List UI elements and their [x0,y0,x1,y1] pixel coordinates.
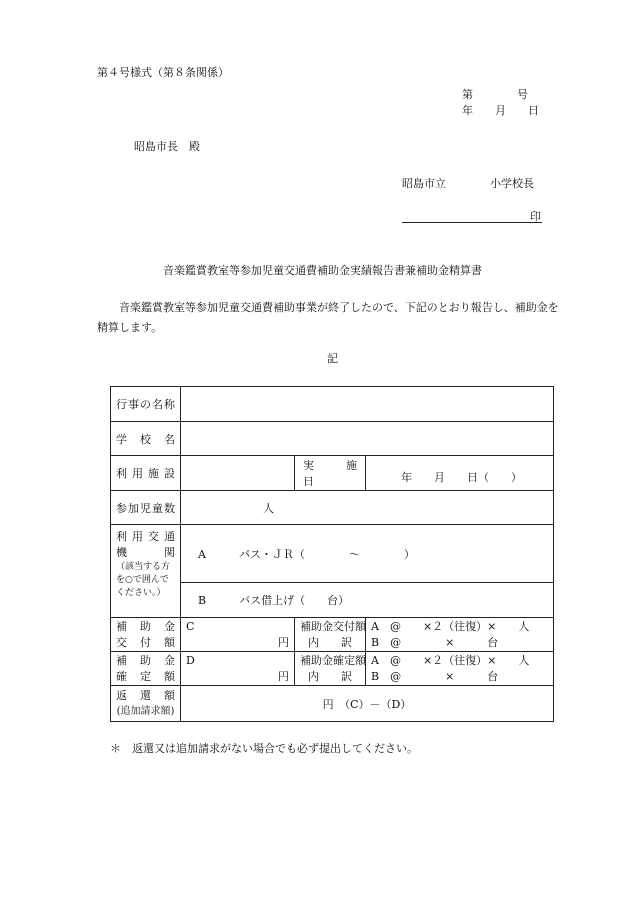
impl-date-field[interactable]: 年 月 日（ ） [366,456,554,491]
table-row [111,422,554,456]
signature-line [402,222,542,223]
grant-breakdown-field[interactable]: A @ ×２（往復）× 人 B @ × 台 [366,618,554,652]
table-row [111,456,554,491]
grant-amount-field[interactable]: C 円 [181,618,295,652]
confirmed-amount-field[interactable]: D 円 [181,652,295,686]
addressee: 昭島市長 殿 [134,140,200,153]
transport-option-b[interactable]: B バス借上げ（ 台） [181,583,554,618]
confirmed-breakdown-field[interactable]: A @ ×２（往復）× 人 B @ × 台 [366,652,554,686]
table-row [111,387,554,422]
table-row [111,525,554,583]
document-number: 第 号 [462,88,528,101]
impl-date-label: 実 施 日 [295,456,366,491]
school-name-field[interactable] [181,422,554,456]
transport-option-a[interactable]: A バス・ＪＲ（ 〜 ） [181,525,554,583]
report-table [110,386,554,722]
event-name-field[interactable] [181,387,554,422]
ki-heading: 記 [327,352,338,365]
table-row [111,618,554,652]
footnote: ＊ 返還又は追加請求がない場合でも必ず提出してください。 [110,742,418,755]
confirmed-amount-label: 補 助 金 確 定 額 [111,652,181,686]
grant-breakdown-label: 補助金交付額 内 訳 [295,618,366,652]
sender-school: 昭島市立 小学校長 [402,177,534,190]
seal-mark: 印 [530,210,541,223]
table-row [111,491,554,525]
facility-label: 利用施設 [111,456,181,491]
body-paragraph: 音楽鑑賞教室等参加児童交通費補助事業が終了したので、下記のとおり報告し、補助金を精算します。 [97,301,559,334]
event-name-label: 行事の名称 [111,387,181,422]
refund-field[interactable]: 円 （C）－（D） [181,686,554,722]
children-count-label: 参加児童数 [111,491,181,525]
transport-label: 利用交通 機 関 （該当する方 を○で囲んで ください。） [111,525,181,618]
table-row [111,652,554,686]
facility-field[interactable] [181,456,295,491]
grant-amount-label: 補 助 金 交 付 額 [111,618,181,652]
table-row [111,686,554,722]
children-count-field[interactable]: 人 [181,491,554,525]
confirmed-breakdown-label: 補助金確定額 内 訳 [295,652,366,686]
form-number: 第４号様式（第８条関係） [97,66,229,79]
document-date: 年 月 日 [462,104,539,117]
school-name-label: 学 校 名 [111,422,181,456]
document-title: 音楽鑑賞教室等参加児童交通費補助金実績報告書兼補助金精算書 [163,264,482,277]
refund-label: 返 還 額 (追加請求額) [111,686,181,722]
